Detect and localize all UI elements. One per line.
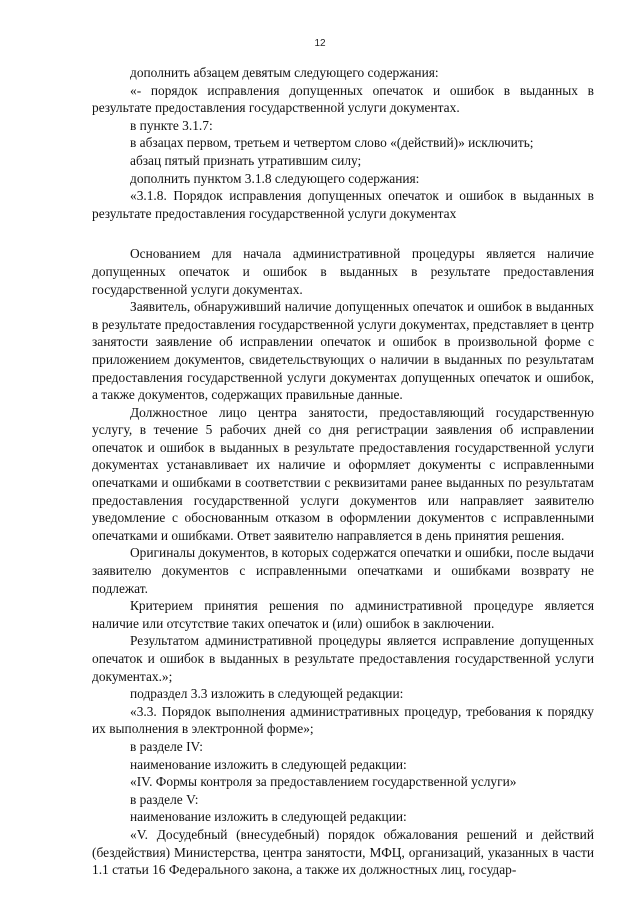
paragraph: Основанием для начала административной процедуры является наличие допущенных опечаток и ошибок в выданных в результате предоставления государственной услуги документах. bbox=[92, 246, 594, 297]
section-heading: «3.1.8. Порядок исправления допущенных опечаток и ошибок в выданных в результате предоставления государственной услуги документах bbox=[92, 188, 594, 221]
paragraph: наименование изложить в следующей редакции: bbox=[130, 756, 407, 772]
paragraph: абзац пятый признать утратившим силу; bbox=[130, 152, 362, 168]
paragraph: в пункте 3.1.7: bbox=[130, 117, 213, 133]
paragraph: «3.3. Порядок выполнения административных процедур, требования к порядку их выполнения в электронной форме»; bbox=[92, 703, 594, 737]
paragraph: в разделе V: bbox=[130, 791, 199, 807]
paragraph: «IV. Формы контроля за предоставлением государственной услуги» bbox=[130, 774, 517, 790]
paragraph: дополнить абзацем девятым следующего содержания: bbox=[130, 65, 439, 80]
paragraph: «- порядок исправления допущенных опечаток и ошибок в выданных в результате предоставления государственной услуги документах. bbox=[92, 82, 594, 116]
document-body bbox=[92, 64, 594, 879]
paragraph: наименование изложить в следующей редакции: bbox=[130, 809, 407, 825]
paragraph: подраздел 3.3 изложить в следующей редакции: bbox=[130, 686, 404, 702]
paragraph: Должностное лицо центра занятости, предоставляющий государственную услугу, в течение 5 рабочих дней со дня регистрации заявления об исправлении опечаток и ошибок в выданных в результате предоставления государственной услуги документах устанавливает их наличие и оформляет документы с исправленными опечатками и ошибками в соответствии с реквизитами ранее выданных по результатам предоставления государственной услуги документов или направляет заявителю уведомление с обоснованным отказом в оформлении документов с исправленными опечатками и ошибками. Ответ заявителю направляется в день принятия решения. bbox=[92, 404, 594, 543]
paragraph: в разделе IV: bbox=[130, 738, 203, 754]
paragraph: «V. Досудебный (внесудебный) порядок обжалования решений и действий (бездействия) Министерства, центра занятости, МФЦ, организаций, указанных в части 1.1 статьи 16 Федерального закона, а также их должностных лиц, государ- bbox=[92, 826, 594, 878]
paragraph: в абзацах первом, третьем и четвертом слово «(действий)» исключить; bbox=[130, 135, 534, 151]
paragraph: Результатом административной процедуры является исправление допущенных опечаток и ошибок в выданных в результате предоставления государственной услуги документах.»; bbox=[92, 633, 594, 684]
paragraph: дополнить пунктом 3.1.8 следующего содержания: bbox=[130, 170, 420, 186]
paragraph: Критерием принятия решения по административной процедуре является наличие или отсутствие таких опечаток и (или) ошибок в заключении. bbox=[92, 598, 594, 631]
paragraph: Оригиналы документов, в которых содержатся опечатки и ошибки, после выдачи заявителю документов с исправленными опечатками и ошибками возврату не подлежат. bbox=[92, 545, 594, 596]
page-number: 12 bbox=[314, 38, 326, 49]
paragraph: Заявитель, обнаруживший наличие допущенных опечаток и ошибок в выданных в результате предоставления государственной услуги документах, представляет в центр занятости заявление об исправлении опечаток и ошибок в произвольной форме с приложением документов, свидетельствующих о наличии в выданных по результатам предоставления государственной услуги документах допущенных опечаток и ошибок, а также документов, содержащих правильные данные. bbox=[92, 299, 594, 403]
